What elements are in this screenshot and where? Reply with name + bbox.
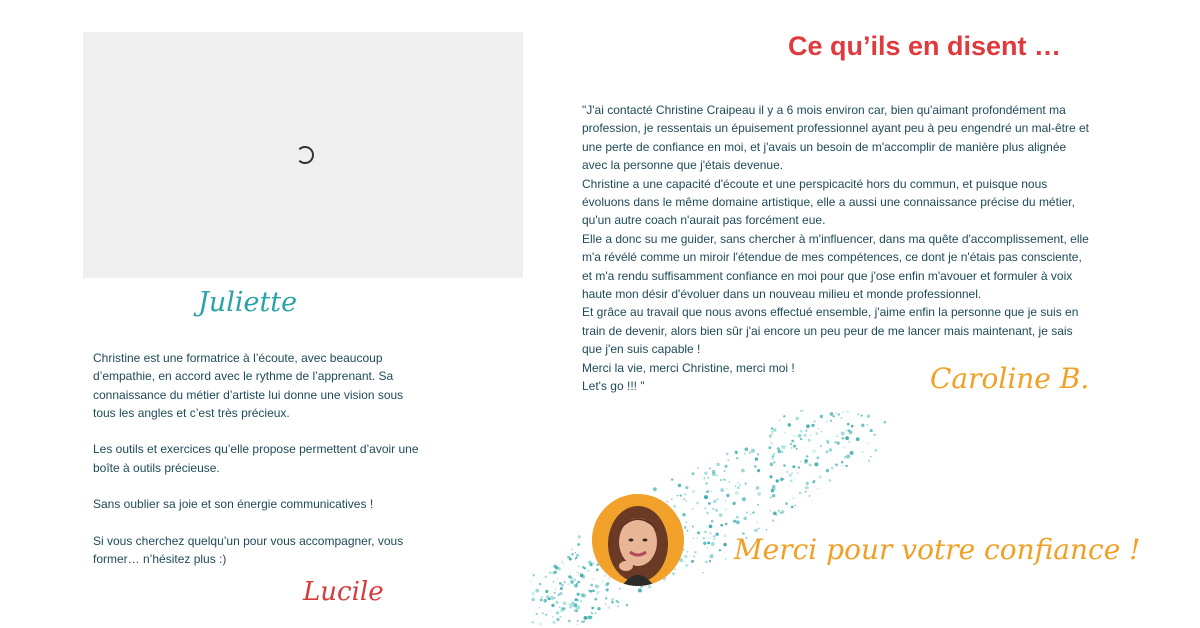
testimonial-left — [93, 349, 423, 587]
quote-paragraph: Merci la vie, merci Christine, merci moi ! — [582, 360, 795, 375]
testimonial-paragraph: Si vous cherchez quelqu’un pour vous accompagner, vous former… n’hésitez plus :) — [93, 533, 404, 567]
thanks-message: Merci pour votre confiance ! — [734, 533, 1141, 566]
quote-paragraph: Et grâce au travail que nous avons effectué ensemble, j'aime enfin la personne que je suis en train de devenir, alors bien sûr j'ai encore un peu peur de me lancer mais maintenant, je sais que j'en suis capable ! — [582, 305, 1079, 357]
testimonial-paragraph: Les outils et exercices qu’elle propose permettent d’avoir une boîte à outils précieuse. — [93, 442, 419, 475]
loading-spinner-icon — [296, 146, 314, 164]
quote-paragraph: Christine a une capacité d'écoute et une perspicacité hors du commun, et puisque nous évoluons dans le même domaine artistique, elle a aussi une connaissance précise du métier, qu'un autre coach n'aurait pas forcément eue. — [582, 176, 1075, 228]
testimonial-quote — [582, 101, 1092, 396]
avatar — [592, 494, 684, 586]
portrait-icon — [592, 494, 684, 586]
testimonial-paragraph: Sans oublier sa joie et son énergie communicatives ! — [93, 497, 374, 512]
signature-lucile: Lucile — [303, 577, 384, 607]
page-title: Ce qu’ils en disent … — [788, 31, 1062, 61]
quote-paragraph: Elle a donc su me guider, sans chercher à m'influencer, dans ma quête d'accomplissement, elle m'a révélé comme un miroir l'étendue de mes compétences, ce dont je n'étais pas consciente, et m'a rendu suffisamment confiance en moi pour que j'ose enfin m'avouer et formuler à voix haute mon désir d'évoluer dans un nouveau milieu et monde professionnel. — [582, 231, 1089, 302]
signature-caroline: Caroline B. — [930, 362, 1090, 395]
glitter-splash-decoration — [530, 410, 890, 625]
quote-paragraph: Let's go !!! " — [582, 379, 645, 394]
quote-paragraph: "J'ai contacté Christine Craipeau il y a 6 mois environ car, bien qu'aimant profondément ma profession, je ressentais un épuisement professionnel ayant peu à peu engendré un mal-être et une perte de confiance en moi, et j'avais un besoin de m'accomplir de manière plus alignée avec la personne que j'étais devenue. — [582, 103, 1089, 173]
signature-juliette: Juliette — [198, 287, 298, 318]
testimonial-paragraph: Christine est une formatrice à l’écoute, avec beaucoup d’empathie, en accord avec le rythme de l’apprenant. Sa connaissance du métier d’artiste lui donne une vision sous tous les angles et c’est très précieux. — [93, 351, 404, 420]
